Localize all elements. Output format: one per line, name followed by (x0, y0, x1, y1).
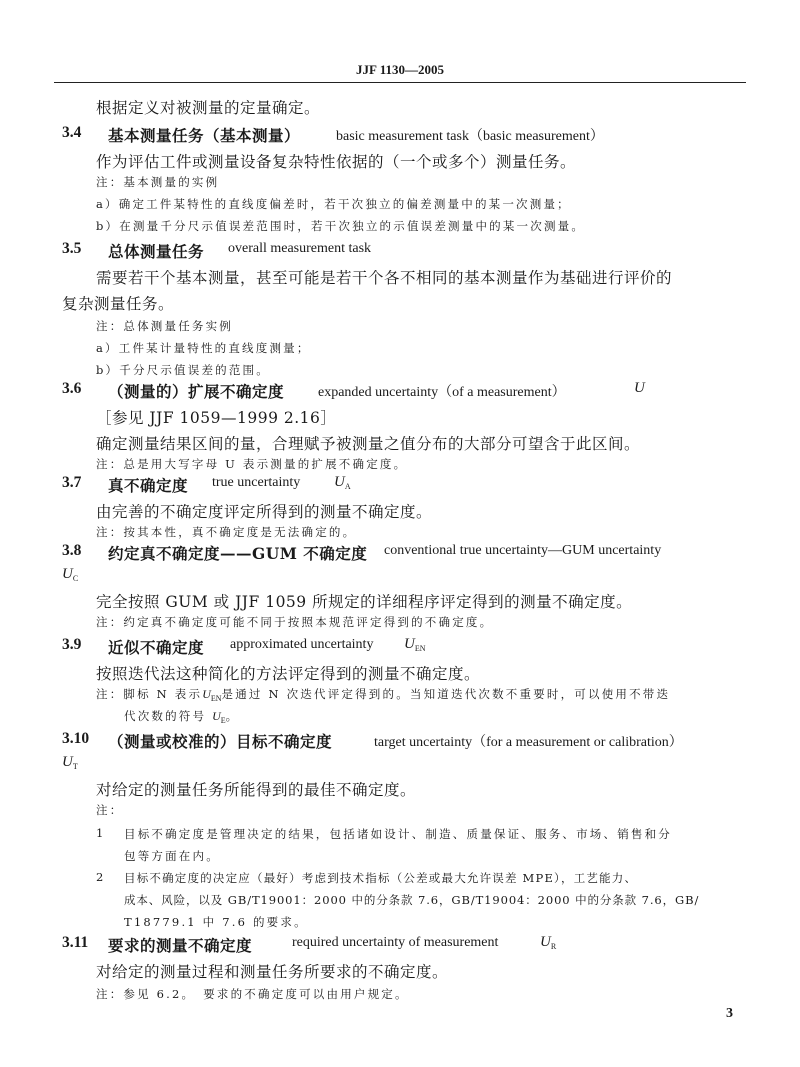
clause-number-3-9: 3.9 (62, 636, 82, 653)
term-en-3-4: basic measurement task（basic measurement） (336, 129, 604, 144)
definition-3-7: 由完善的不确定度评定所得到的测量不确定度。 (96, 503, 433, 521)
clause-number-3-7: 3.7 (62, 474, 82, 491)
definition-3-11: 对给定的测量过程和测量任务所要求的不确定度。 (96, 963, 449, 981)
clause-number-3-11: 3.11 (62, 934, 89, 951)
note-item-b-3-4: b）在测量千分尺示值误差范围时，若干次独立的示值误差测量中的某一次测量。 (96, 219, 586, 233)
clause-number-3-6: 3.6 (62, 380, 82, 397)
note-3-10-item-1: 目标不确定度是管理决定的结果，包括诸如设计、制造、质量保证、服务、市场、销售和分 (124, 827, 672, 841)
body-line: 根据定义对被测量的定量确定。 (96, 99, 321, 117)
term-zh-3-10: （测量或校准的）目标不确定度 (108, 732, 333, 751)
note-3-7: 注：按其本性，真不确定度是无法确定的。 (96, 525, 357, 539)
note-3-10-item-number: 2 (96, 870, 106, 884)
term-zh-3-5: 总体测量任务 (108, 242, 205, 261)
note-3-8: 注：约定真不确定度可能不同于按照本规范评定得到的不确定度。 (96, 615, 494, 629)
note-3-10-label: 注： (96, 803, 124, 817)
definition-3-6: 确定测量结果区间的量，合理赋予被测量之值分布的大部分可望含于此区间。 (96, 435, 641, 453)
definition-3-5-cont: 复杂测量任务。 (62, 295, 175, 313)
term-zh-3-7: 真不确定度 (108, 476, 189, 495)
term-en-3-8: conventional true uncertainty—GUM uncertainty (384, 543, 662, 558)
document-header-code: JJF 1130—2005 (356, 62, 444, 77)
term-zh-3-8: 约定真不确定度——GUM 不确定度 (108, 544, 368, 563)
clause-number-3-4: 3.4 (62, 124, 82, 141)
symbol-3-7: $U_A$ (334, 474, 351, 491)
symbol-3-8: $U_C$ (62, 566, 79, 583)
symbol-3-11: $U_R$ (540, 934, 557, 951)
term-en-3-7: true uncertainty (212, 475, 301, 490)
note-3-10-item-2-cont: 成本、风险，以及 GB/T19001：2000 中的分条款 7.6，GB/T19004：2000 中的分条款 7.6，GB/ (124, 893, 700, 907)
note-3-11: 注：参见 6.2。 要求的不确定度可以由用户规定。 (96, 987, 409, 1001)
note-3-6: 注：总是用大写字母 U 表示测量的扩展不确定度。 (96, 457, 408, 471)
term-zh-3-11: 要求的测量不确定度 (108, 936, 253, 955)
page-number: 3 (726, 1006, 733, 1021)
header-rule (54, 82, 746, 83)
definition-3-10: 对给定的测量任务所能得到的最佳不确定度。 (96, 781, 417, 799)
note-3-10-item-2: 目标不确定度的决定应（最好）考虑到技术指标（公差或最大允许误差 MPE），工艺能力、 (124, 871, 638, 885)
clause-number-3-5: 3.5 (62, 240, 82, 257)
note-3-10-item-number: 1 (96, 826, 106, 840)
term-zh-3-6: （测量的）扩展不确定度 (108, 382, 285, 401)
symbol-3-9: $U_{EN}$ (404, 636, 426, 653)
note-item-a-3-5: a）工件某计量特性的直线度测量； (96, 341, 311, 355)
term-zh-3-4: 基本测量任务（基本测量） (108, 126, 301, 145)
note-3-10-item-1-cont: 包等方面在内。 (124, 849, 220, 863)
note-3-4: 注：基本测量的实例 (96, 175, 220, 189)
term-zh-3-9: 近似不确定度 (108, 638, 205, 657)
clause-number-3-10: 3.10 (62, 730, 90, 747)
term-en-3-5: overall measurement task (228, 241, 372, 256)
note-3-9-cont: 代次数的符号 $U_E$。 (124, 709, 240, 725)
note-item-a-3-4: a）确定工件某特性的直线度偏差时，若干次独立的偏差测量中的某一次测量； (96, 197, 571, 211)
term-en-3-11: required uncertainty of measurement (292, 935, 499, 950)
note-3-9: 注：脚标 N 表示$U_{EN}$是通过 N 次迭代评定得到的。当知道迭代次数不重要时，可以使用不带迭 (96, 687, 671, 703)
definition-3-5: 需要若干个基本测量，甚至可能是若干个各不相同的基本测量作为基础进行评价的 (96, 269, 673, 287)
symbol-3-6: U (634, 380, 645, 396)
note-item-b-3-5: b）千分尺示值误差的范围。 (96, 363, 270, 377)
note-3-10-item-2-cont: T18779.1 中 7.6 的要求。 (124, 915, 308, 929)
symbol-3-10: $U_T$ (62, 754, 78, 771)
definition-3-9: 按照迭代法这种简化的方法评定得到的测量不确定度。 (96, 665, 481, 683)
reference-3-6: ［参见 JJF 1059—1999 2.16］ (96, 409, 337, 427)
definition-3-4: 作为评估工件或测量设备复杂特性依据的（一个或多个）测量任务。 (96, 153, 577, 171)
term-en-3-6: expanded uncertainty（of a measurement） (318, 385, 566, 400)
note-3-5: 注：总体测量任务实例 (96, 319, 233, 333)
definition-3-8: 完全按照 GUM 或 JJF 1059 所规定的详细程序评定得到的测量不确定度。 (96, 593, 633, 611)
term-en-3-10: target uncertainty（for a measurement or calibration） (374, 735, 683, 750)
clause-number-3-8: 3.8 (62, 542, 82, 559)
term-en-3-9: approximated uncertainty (230, 637, 374, 652)
